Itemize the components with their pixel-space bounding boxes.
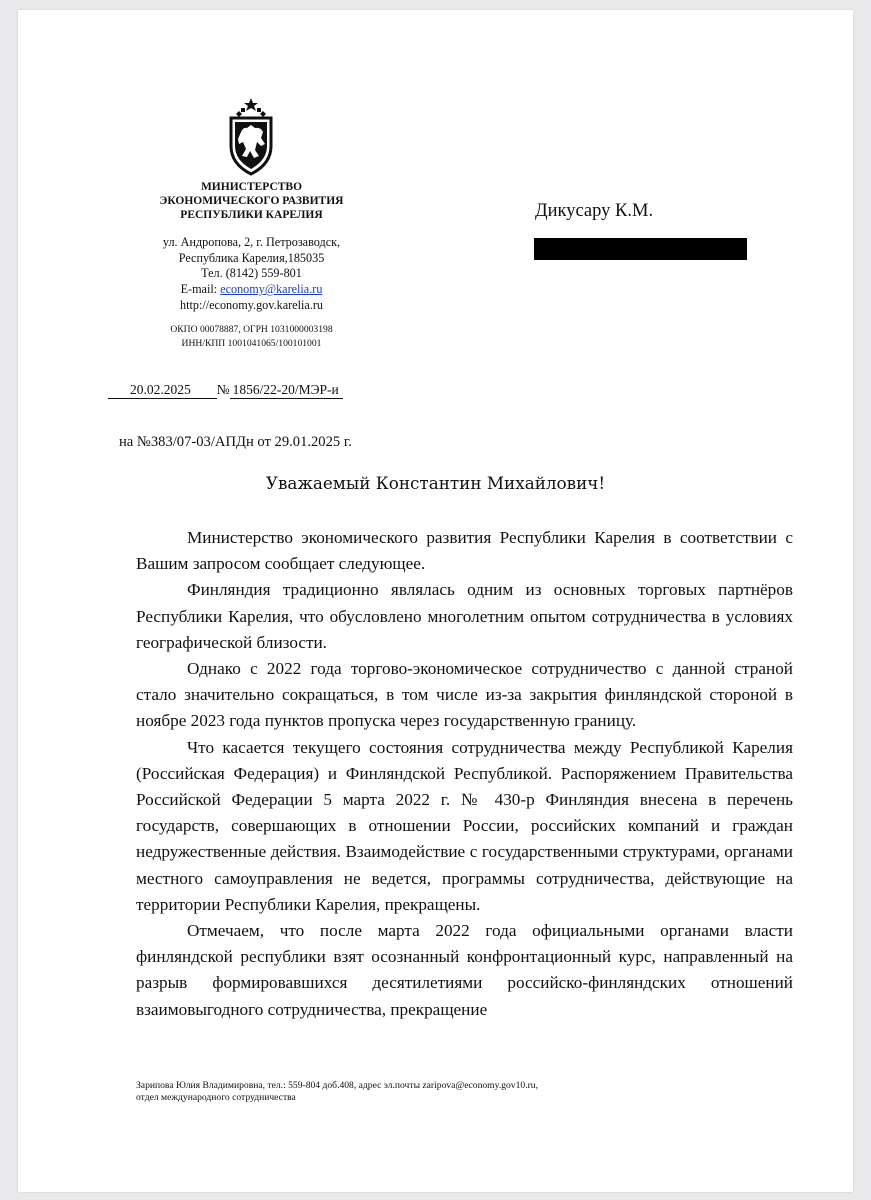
email-label: E-mail: [180, 282, 221, 297]
recipient-name: Дикусару К.М. [535, 201, 654, 221]
footer-line-1: Зарипова Юлия Владимировна, тел.: 559-804 доб.408, адрес эл.почты zaripova@economy.gov10.ru, [136, 1080, 538, 1091]
phone: Тел. (8142) 559-801 [201, 266, 302, 281]
email-row [118, 282, 385, 298]
outgoing-number: 1856/22-20/МЭР-и [230, 382, 343, 399]
paragraph-4: Что касается текущего состояния сотрудничества между Республикой Карелия (Российская Федерация) и Финляндской Республикой. Распоряжением Правительства Российской Федерации 5 марта 2022 г. № 430-р Финляндия внесена в перечень государств, совершающих в отношении России, российских компаний и граждан недружественные действия. Взаимодействие с государственными структурами, органами местного самоуправления не ведется, программы сотрудничества, действующие на территории Республики Карелия, прекращены. [136, 737, 793, 914]
paragraph-2: Финляндия традиционно являлась одним из основных торговых партнёров Республики Карелия, что обусловлено многолетним опытом сотрудничества в условиях географической близости. [136, 580, 793, 652]
karelia-emblem-icon [221, 94, 281, 178]
greeting: Уважаемый Константин Михайлович! [265, 473, 606, 493]
number-label: № [216, 382, 230, 397]
paragraph-1: Министерство экономического развития Республики Карелия в соответствии с Вашим запросом сообщает следующее. [136, 528, 793, 574]
paragraph-3: Однако с 2022 года торгово-экономическое сотрудничество с данной страной стало значительно сокращаться, в том числе из-за закрытия финляндской стороной в ноябре 2023 года пунктов пропуска через государственную границу. [136, 659, 793, 731]
ministry-name [118, 180, 385, 222]
email-link[interactable]: economy@karelia.ru [220, 282, 323, 297]
paragraph-5: Отмечаем, что после марта 2022 года официальными органами власти финляндской республики взят осознанный конфронтационный курс, направленный на разрыв формировавшихся десятилетиями российско-финляндских отношений взаимовыгодного сотрудничества, прекращение [136, 921, 793, 1019]
outgoing-date-number [108, 382, 343, 399]
footer-contact [136, 1080, 736, 1104]
okpo-ogrn: ОКПО 00078887, ОГРН 1031000003198 [170, 324, 333, 335]
letter-body [136, 525, 793, 1023]
ministry-contacts [118, 235, 385, 314]
redacted-block [534, 238, 747, 260]
ministry-line-1: МИНИСТЕРСТВО [200, 181, 303, 193]
website: http://economy.gov.karelia.ru [180, 297, 323, 312]
reference-line: на №383/07-03/АПДн от 29.01.2025 г. [119, 434, 352, 450]
ministry-line-3: РЕСПУБЛИКИ КАРЕЛИЯ [180, 209, 323, 221]
address-line-2: Республика Карелия,185035 [178, 250, 325, 265]
ministry-line-2: ЭКОНОМИЧЕСКОГО РАЗВИТИЯ [159, 195, 344, 207]
registration-codes [118, 323, 385, 350]
address-line-1: ул. Андропова, 2, г. Петрозаводск, [162, 235, 341, 249]
letter-page [18, 10, 853, 1192]
inn-kpp: ИНН/КПП 1001041065/100101001 [181, 337, 322, 349]
outgoing-date: 20.02.2025 [108, 382, 217, 399]
footer-line-2: отдел международного сотрудничества [136, 1092, 296, 1103]
